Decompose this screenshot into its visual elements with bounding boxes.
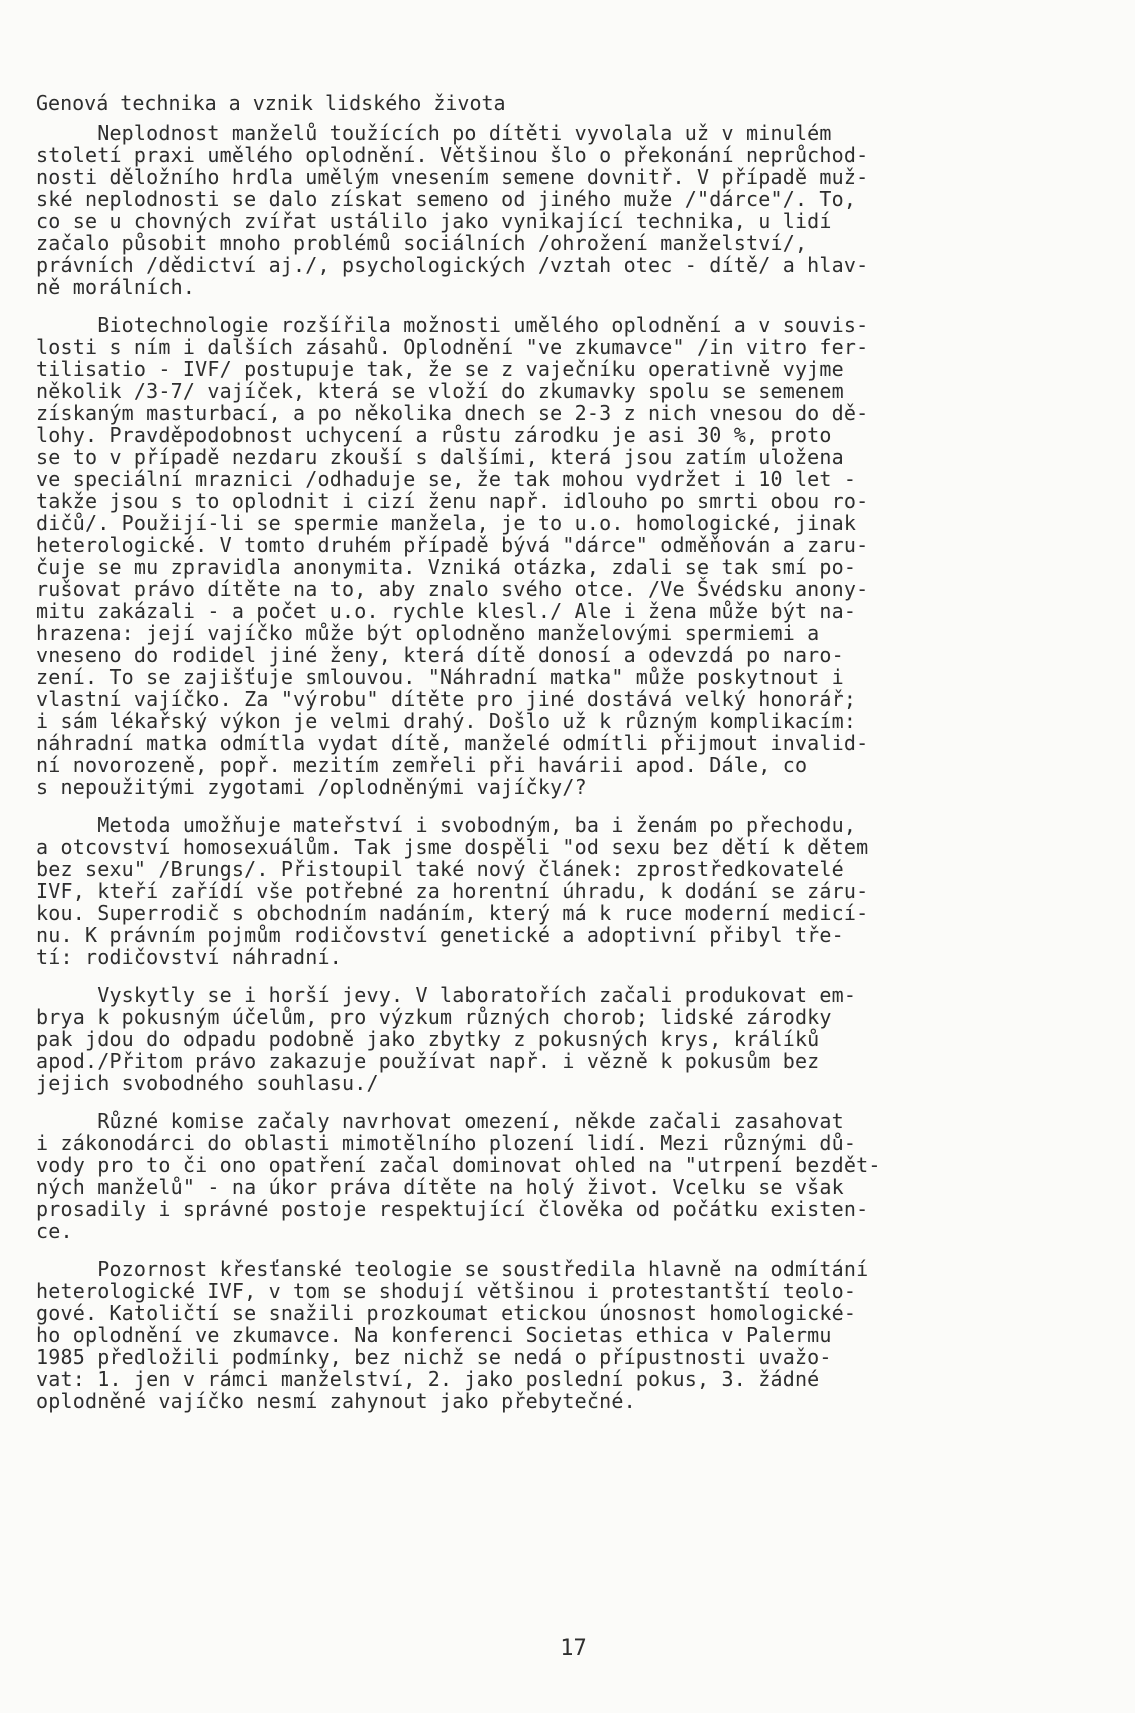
text-line: losti s ním i dalších zásahů. Oplodnění "ve zkumavce" /in vitro fer- [36,335,869,359]
text-line: Metoda umožňuje mateřství i svobodným, ba i ženám po přechodu, [36,813,857,837]
text-line: s nepoužitými zygotami /oplodněnými vajíčky/? [36,775,587,799]
text-line: vat: 1. jen v rámci manželství, 2. jako poslední pokus, 3. žádné [36,1367,820,1391]
text-line: se to v případě nezdaru zkouší s dalšími, která jsou zatím uložena [36,445,844,469]
text-line: 1985 předložili podmínky, bez nichž se nedá o přípustnosti uvažo- [36,1345,832,1369]
paragraph [36,314,1111,798]
text-line: Vyskytly se i horší jevy. V laboratořích začali produkovat em- [36,983,857,1007]
document-page [36,91,1111,1661]
text-line: vlastní vajíčko. Za "výrobu" dítěte pro jiné dostává velký honorář; [36,687,857,711]
text-line: heterologické. V tomto druhém případě bývá "dárce" odměňován a zaru- [36,533,869,557]
text-line: i zákonodárci do oblasti mimotělního plození lidí. Mezi různými dů- [36,1131,857,1155]
text-line: čuje se mu zpravidla anonymita. Vzniká otázka, zdali se tak smí po- [36,555,857,579]
text-line: takže jsou s to oplodnit i cizí ženu např. idlouho po smrti obou ro- [36,489,869,513]
text-line: heterologické IVF, v tom se shodují většinou i protestantští teolo- [36,1279,857,1303]
text-line: vody pro to či ono opatření začal dominovat ohled na "utrpení bezdět- [36,1153,881,1177]
text-line: náhradní matka odmítla vydat dítě, manželé odmítli přijmout invalid- [36,731,869,755]
text-line: několik /3-7/ vajíček, která se vloží do zkumavky spolu se semenem [36,379,844,403]
text-line: a otcovství homosexuálům. Tak jsme dospěli "od sexu bez dětí k dětem [36,835,869,859]
text-line: Biotechnologie rozšířila možnosti umělého oplodnění a v souvis- [36,313,869,337]
text-line: nu. K právním pojmům rodičovství genetické a adoptivní přibyl tře- [36,923,844,947]
text-line: pak jdou do odpadu podobně jako zbytky z pokusných krys, králíků [36,1027,820,1051]
text-line: tilisatio - IVF/ postupuje tak, že se z vaječníku operativně vyjme [36,357,844,381]
text-line: Různé komise začaly navrhovat omezení, někde začali zasahovat [36,1109,844,1133]
text-line: lohy. Pravděpodobnost uchycení a růstu zárodku je asi 30 %, proto [36,423,832,447]
text-line: získaným masturbací, a po několika dnech se 2-3 z nich vnesou do dě- [36,401,869,425]
text-line: prosadily i správné postoje respektující člověka od počátku existen- [36,1197,869,1221]
text-line: Neplodnost manželů toužících po dítěti vyvolala už v minulém [36,121,832,145]
text-line: ně morálních. [36,275,196,299]
text-line: zení. To se zajišťuje smlouvou. "Náhradní matka" může poskytnout i [36,665,844,689]
text-line: co se u chovných zvířat ustálilo jako vynikající technika, u lidí [36,209,832,233]
text-line: brya k pokusným účelům, pro výzkum různých chorob; lidské zárodky [36,1005,832,1029]
paragraph [36,1258,1111,1412]
text-line: apod./Přitom právo zakazuje používat např. i vězně k pokusům bez [36,1049,820,1073]
text-line: i sám lékařský výkon je velmi drahý. Došlo už k různým komplikacím: [36,709,857,733]
text-line: ných manželů" - na úkor práva dítěte na holý život. Vcelku se však [36,1175,844,1199]
text-line: rušovat právo dítěte na to, aby znalo svého otce. /Ve Švédsku anony- [36,577,869,601]
text-line: mitu zakázali - a počet u.o. rychle klesl./ Ale i žena může být na- [36,599,857,623]
paragraph [36,984,1111,1094]
text-line: bez sexu" /Brungs/. Přistoupil také nový článek: zprostředkovatelé [36,857,844,881]
text-line: gové. Katoličtí se snažili prozkoumat etickou únosnost homologické- [36,1301,857,1325]
text-line: oplodněné vajíčko nesmí zahynout jako přebytečné. [36,1389,636,1413]
paragraph [36,122,1111,298]
paragraph [36,814,1111,968]
text-line: ské neplodnosti se dalo získat semeno od jiného muže /"dárce"/. To, [36,187,857,211]
text-line: Pozornost křesťanské teologie se soustředila hlavně na odmítání [36,1257,869,1281]
text-line: ve speciální mraznici /odhaduje se, že tak mohou vydržet i 10 let - [36,467,857,491]
text-line: ní novorozeně, popř. mezitím zemřeli při havárii apod. Dále, co [36,753,808,777]
text-line: IVF, kteří zařídí vše potřebné za horentní úhradu, k dodání se záru- [36,879,869,903]
text-line: právních /dědictví aj./, psychologických /vztah otec - dítě/ a hlav- [36,253,869,277]
text-line: tí: rodičovství náhradní. [36,945,343,969]
text-line: jejich svobodného souhlasu./ [36,1071,379,1095]
text-line: ho oplodnění ve zkumavce. Na konferenci Societas ethica v Palermu [36,1323,832,1347]
text-line: nosti děložního hrdla umělým vnesením semene dovnitř. V případě muž- [36,165,869,189]
text-line: vneseno do rodidel jiné ženy, která dítě donosí a odevzdá po naro- [36,643,844,667]
paragraph [36,1110,1111,1242]
text-line: začalo působit mnoho problémů sociálních /ohrožení manželství/, [36,231,808,255]
body-text [36,122,1111,1412]
text-line: kou. Superrodič s obchodním nadáním, který má k ruce moderní medicí- [36,901,869,925]
text-line: hrazena: její vajíčko může být oplodněno manželovými spermiemi a [36,621,820,645]
text-line: století praxi umělého oplodnění. Většinou šlo o překonání neprůchod- [36,143,869,167]
text-line: ce. [36,1219,73,1243]
page-number: 17 [560,1636,587,1661]
text-line: dičů/. Použijí-li se spermie manžela, je to u.o. homologické, jinak [36,511,857,535]
document-title: Genová technika a vznik lidského života [36,91,506,115]
